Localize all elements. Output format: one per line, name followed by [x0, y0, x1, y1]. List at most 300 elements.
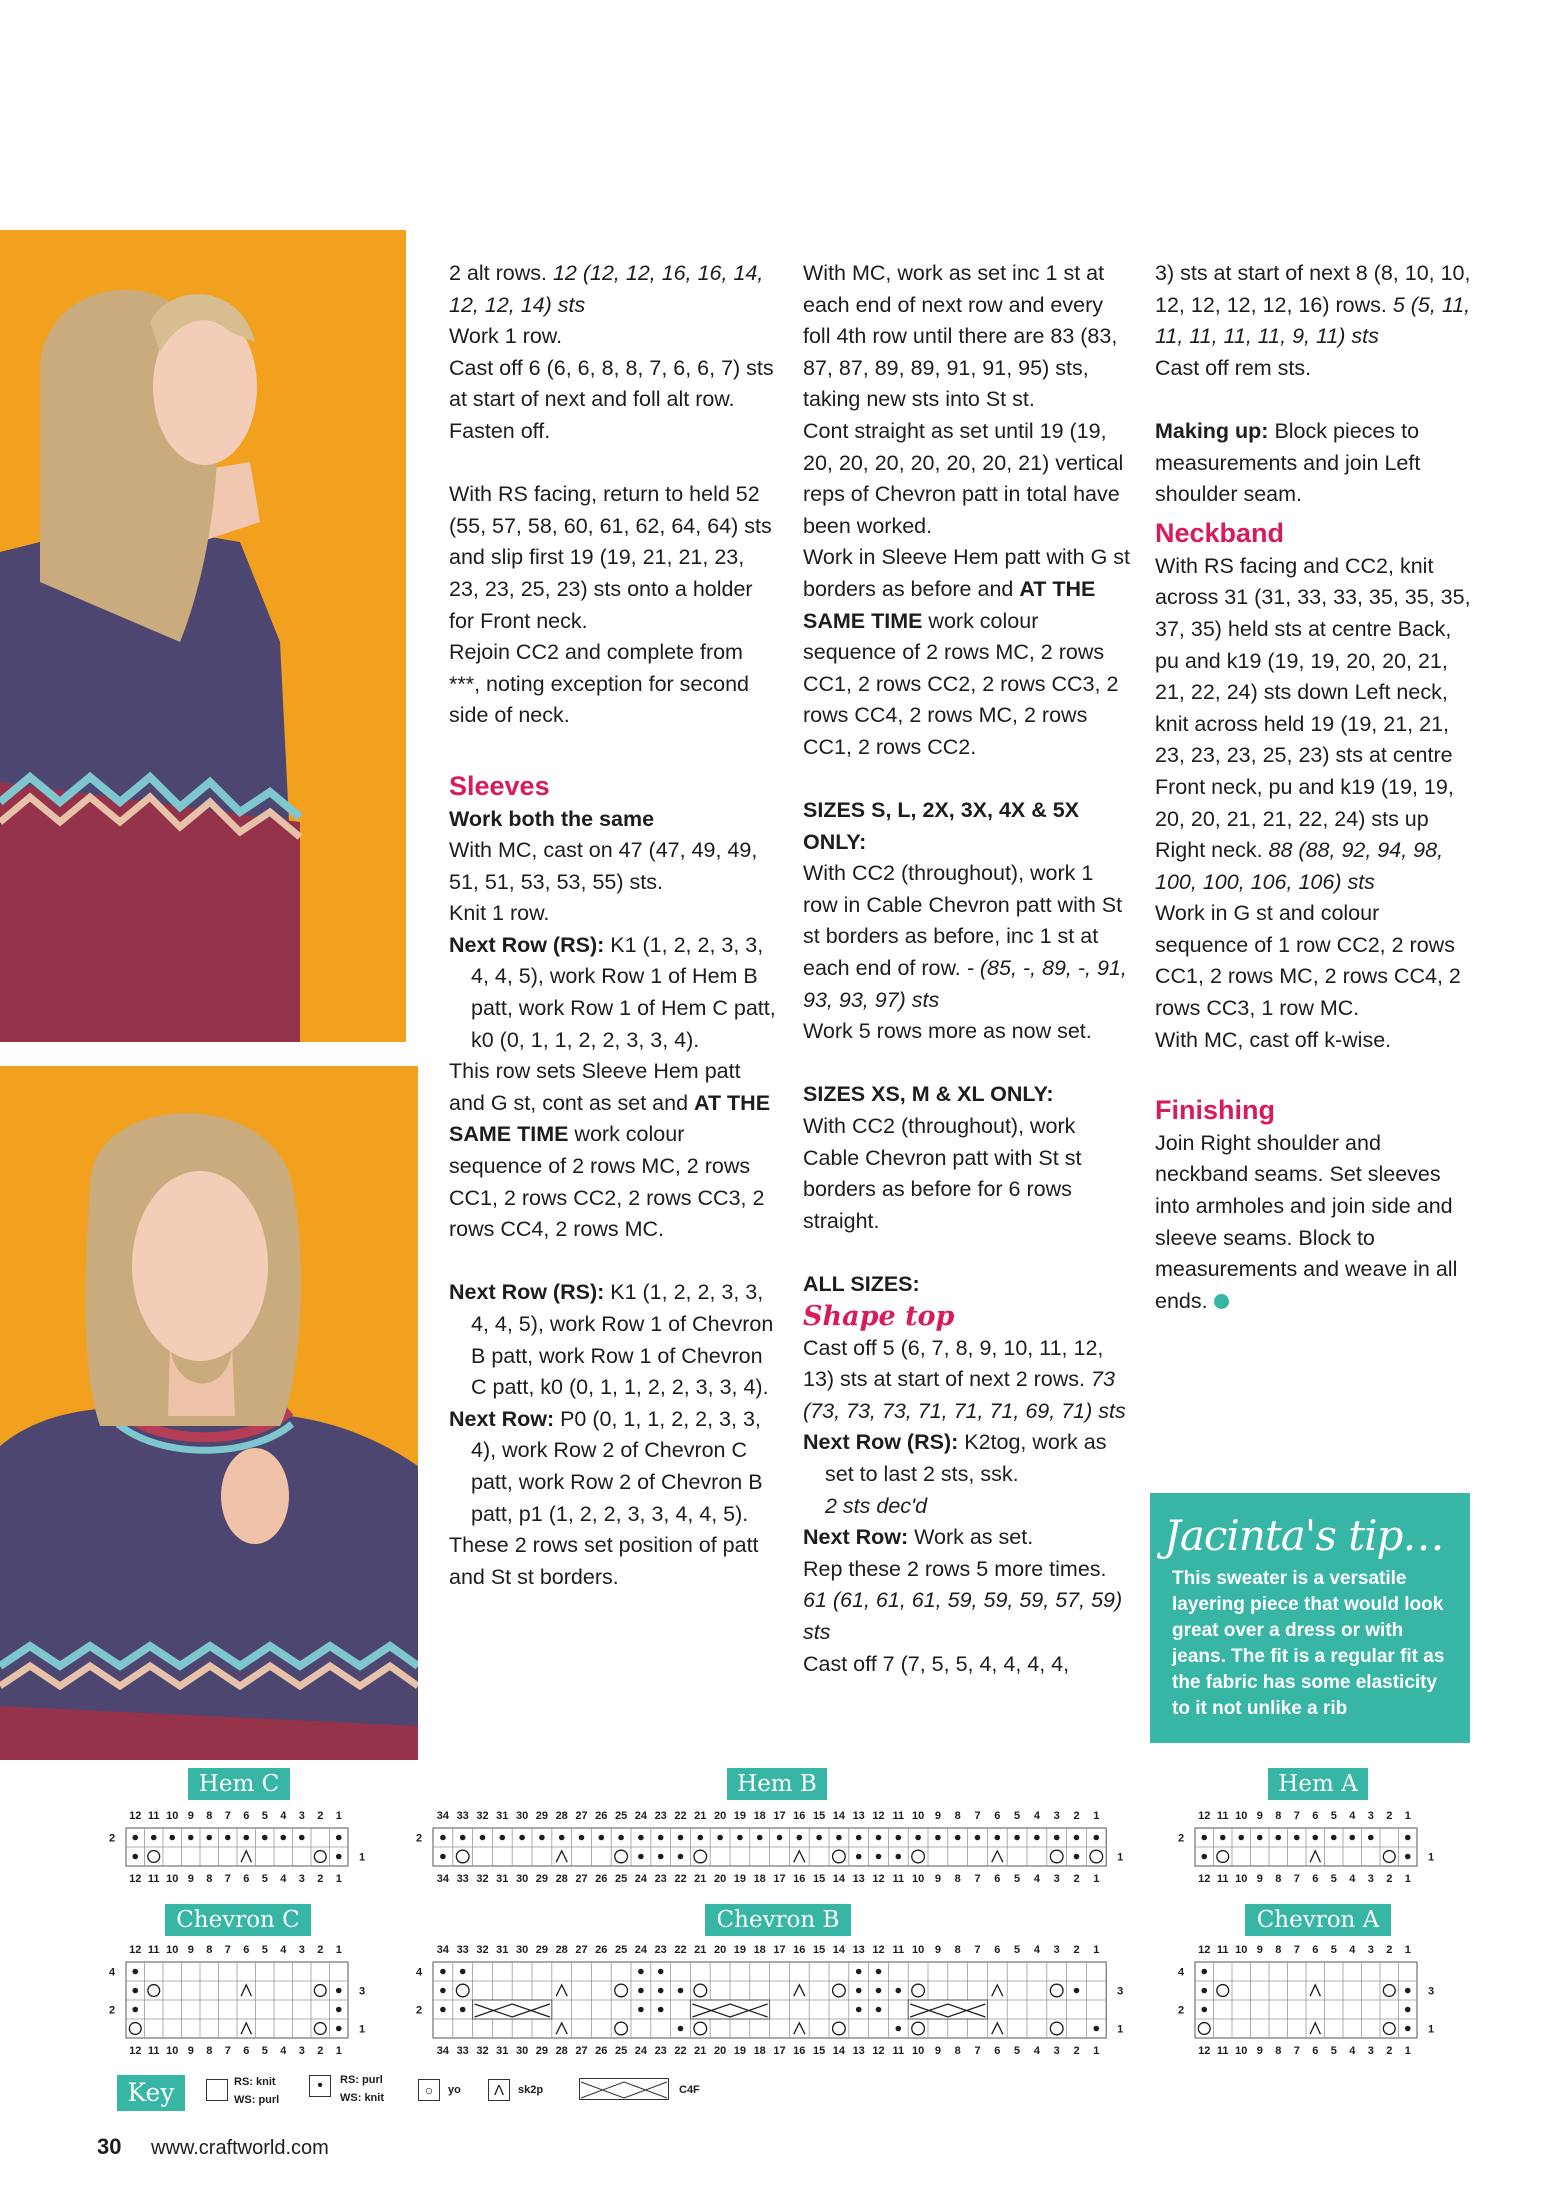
column-number: 27 [575, 1944, 588, 1956]
purl-dot [876, 1835, 882, 1841]
body-text: 3) sts at start of next 8 (8, 10, 10, 12, 12, 12, 12, 16) rows. [1155, 261, 1471, 317]
column-number: 5 [1330, 2045, 1337, 2057]
column-number: 9 [187, 2045, 194, 2057]
purl-dot [658, 1988, 664, 1994]
tip-text: This sweater is a versatile layering piece that would look great over a dress or with jeans. The fit is a regular fit as the fabric has some elasticity to it not unlike a rib [1172, 1568, 1445, 1719]
purl-dot [1368, 1835, 1374, 1841]
chart-label-hem-c: Hem C [188, 1768, 290, 1800]
purl-dot [836, 1835, 842, 1841]
body-text: Cast off 6 (6, 6, 8, 8, 7, 6, 6, 7) sts at start of next and foll alt row. [449, 355, 774, 412]
column-number: 27 [575, 2045, 588, 2057]
column-number: 22 [674, 1810, 687, 1822]
column-number: 30 [515, 1810, 529, 1822]
column-number: 12 [1198, 1873, 1211, 1885]
purl-dot [225, 1835, 231, 1841]
column-number: 29 [535, 2045, 549, 2057]
column-number: 9 [1256, 1944, 1263, 1956]
purl-dot [618, 1835, 624, 1841]
column-number: 1 [1404, 2045, 1411, 2057]
purl-dot [955, 1835, 961, 1841]
column-number: 16 [793, 2045, 806, 2057]
body-text: K2tog, work as set to last 2 sts, ssk. [825, 1430, 1107, 1486]
column-number: 14 [832, 1873, 846, 1885]
column-number: 20 [713, 1873, 727, 1885]
column-number: 2 [317, 2045, 324, 2057]
column-number: 13 [852, 1810, 865, 1822]
purl-dot [1405, 1854, 1411, 1860]
row-number: 1 [1117, 2023, 1124, 2036]
column-number: 7 [224, 1873, 231, 1885]
purl-dot [876, 1988, 882, 1994]
column-number: 33 [456, 2045, 469, 2057]
column-number: 4 [1033, 2045, 1040, 2057]
purl-dot [876, 1969, 882, 1975]
column-number: 11 [1216, 1810, 1229, 1822]
column-number: 7 [224, 1810, 231, 1822]
column-number: 10 [1235, 1873, 1248, 1885]
column-number: 28 [555, 1873, 568, 1885]
column-number: 13 [852, 2045, 865, 2057]
purl-dot [440, 1969, 446, 1975]
row-number: 4 [415, 1966, 423, 1979]
purl-dot [1094, 2026, 1100, 2032]
purl-dot [1405, 1835, 1411, 1841]
column-number: 3 [1367, 1944, 1374, 1956]
column-number: 3 [1367, 1810, 1374, 1822]
purl-dot [440, 1854, 446, 1860]
column-number: 8 [954, 1810, 961, 1822]
column-number: 32 [476, 1944, 489, 1956]
column-number: 21 [694, 1944, 707, 1956]
column-number: 5 [1014, 2045, 1021, 2057]
column-number: 21 [694, 2045, 707, 2057]
bold-text: Next Row (RS): [449, 932, 611, 957]
column-number: 32 [476, 1873, 489, 1885]
key-c4f-symbol [579, 2078, 669, 2100]
row-number: 4 [1177, 1966, 1185, 1979]
column-number: 30 [515, 1873, 529, 1885]
column-number: 6 [994, 2045, 1001, 2057]
purl-dot [1405, 2026, 1411, 2032]
column-number: 31 [496, 1944, 509, 1956]
column-number: 3 [1053, 1944, 1060, 1956]
body-text: 2 alt rows. [449, 261, 553, 285]
key-label: Key [117, 2075, 185, 2111]
purl-dot [1201, 1969, 1207, 1975]
row-number: 2 [1177, 1832, 1185, 1845]
purl-dot [599, 1835, 605, 1841]
row-number: 1 [358, 1851, 366, 1864]
bold-text: Next Row (RS): [803, 1430, 965, 1455]
purl-dot [440, 1988, 446, 1994]
column-number: 11 [147, 1944, 160, 1956]
column-number: 26 [595, 1873, 608, 1885]
purl-dot [1201, 1988, 1207, 1994]
body-text: Cont straight as set until 19 (19, 20, 20, 20, 20, 20, 20, 21) vertical reps of Chevron patt in total have been worked. [803, 418, 1124, 538]
purl-dot [935, 1835, 941, 1841]
column-number: 2 [1386, 1944, 1393, 1956]
purl-dot [638, 1969, 644, 1975]
column-number: 1 [1404, 1873, 1411, 1885]
cable-cell [690, 2000, 769, 2019]
column-number: 23 [654, 1873, 667, 1885]
body-text: work colour sequence of 2 rows MC, 2 rows CC1, 2 rows CC2, 2 rows CC3, 2 rows CC4, 2 rows MC. [449, 1122, 765, 1242]
column-number: 4 [1033, 1810, 1040, 1822]
column-number: 19 [733, 1944, 747, 1956]
column-number: 9 [1256, 1873, 1263, 1885]
purl-dot [1331, 1835, 1337, 1841]
purl-dot [1201, 2007, 1207, 2013]
column-number: 6 [243, 1873, 250, 1885]
column-number: 8 [954, 2045, 961, 2057]
column-number: 5 [1014, 1944, 1021, 1956]
key-purl-ws: WS: knit [340, 2092, 384, 2104]
body-text: Block pieces to measurements and join Left shoulder seam. [1155, 418, 1421, 507]
bold-text: Next Row: [803, 1525, 915, 1550]
purl-dot [460, 1969, 466, 1975]
column-number: 2 [1386, 1873, 1393, 1885]
purl-dot [169, 1835, 175, 1841]
column-number: 13 [852, 1944, 865, 1956]
row-number: 2 [1177, 2004, 1185, 2017]
column-number: 11 [1216, 1873, 1229, 1885]
purl-dot [876, 1854, 882, 1860]
column-number: 2 [1386, 2045, 1393, 2057]
body-text: work colour sequence of 2 rows MC, 2 rows CC1, 2 rows CC2, 2 rows CC3, 2 rows CC4, 2 rows MC, 2 rows CC1, 2 rows CC2. [803, 608, 1119, 759]
chart-label-chevron-b: Chevron B [705, 1904, 851, 1936]
row-number: 3 [1427, 1985, 1435, 1998]
purl-dot [1257, 1835, 1263, 1841]
column-number: 5 [1014, 1873, 1021, 1885]
chart-label-hem-a: Hem A [1268, 1768, 1368, 1800]
column-number: 23 [654, 1810, 667, 1822]
column-number: 15 [812, 1944, 826, 1956]
column-number: 7 [224, 2045, 231, 2057]
column-number: 1 [335, 1873, 342, 1885]
key-knit-ws: WS: purl [234, 2094, 280, 2106]
purl-dot [539, 1835, 545, 1841]
body-text: Cast off rem sts. [1155, 355, 1312, 380]
italic-text: 73 (73, 73, 73, 71, 71, 71, 69, 71) sts [803, 1367, 1126, 1423]
column-number: 11 [147, 1873, 160, 1885]
column-number: 7 [224, 1944, 231, 1956]
column-number: 4 [1349, 2045, 1356, 2057]
column-number: 4 [280, 1810, 287, 1822]
column-number: 11 [1216, 1944, 1229, 1956]
column-number: 25 [614, 2045, 628, 2057]
purl-dot [1014, 1835, 1020, 1841]
column-number: 9 [187, 1810, 194, 1822]
body-text: With MC, cast off k-wise. [1155, 1027, 1392, 1052]
purl-dot [243, 1835, 249, 1841]
column-number: 5 [261, 2045, 268, 2057]
column-number: 6 [994, 1810, 1001, 1822]
column-number: 19 [733, 1810, 747, 1822]
key-sk2p-symbol: Λ [488, 2079, 510, 2101]
body-text: Rejoin CC2 and complete from ***, noting exception for second side of neck. [449, 640, 750, 728]
column-number: 9 [187, 1944, 194, 1956]
column-number: 18 [753, 2045, 766, 2057]
column-number: 2 [317, 1944, 324, 1956]
column-number: 14 [832, 2045, 846, 2057]
column-number: 4 [280, 1944, 287, 1956]
column-number: 4 [1349, 1873, 1356, 1885]
column-number: 24 [634, 1873, 648, 1885]
column-number: 3 [298, 2045, 305, 2057]
purl-dot [299, 1835, 305, 1841]
column-number: 9 [1256, 1810, 1263, 1822]
column-number: 12 [872, 2045, 885, 2057]
purl-dot [1074, 1988, 1080, 1994]
column-number: 16 [793, 1873, 806, 1885]
column-number: 12 [129, 1873, 142, 1885]
column-number: 4 [1349, 1944, 1356, 1956]
key-sk2p-label: sk2p [518, 2084, 544, 2096]
column-number: 17 [773, 1873, 786, 1885]
column-number: 28 [555, 2045, 568, 2057]
bold-text: AT THE SAME TIME [803, 576, 1096, 633]
bold-text: SIZES XS, M & XL ONLY: [803, 1082, 1054, 1107]
cable-cell [473, 2000, 552, 2019]
purl-dot [1312, 1835, 1318, 1841]
row-number: 2 [108, 1832, 116, 1845]
column-number: 10 [911, 1944, 925, 1956]
column-number: 1 [1093, 2045, 1100, 2057]
column-number: 26 [595, 1810, 608, 1822]
column-number: 4 [1349, 1810, 1356, 1822]
body-text: With RS facing, return to held 52 (55, 57, 58, 60, 61, 62, 64, 64) sts and slip first 19 (19, 21, 21, 23, 23, 23, 25, 23) sts onto a holder for Front neck. [449, 482, 772, 633]
purl-dot [1238, 1835, 1244, 1841]
column-number: 10 [1235, 1944, 1248, 1956]
column-number: 1 [335, 2045, 342, 2057]
bold-text: Next Row (RS): [449, 1280, 611, 1305]
column-number: 8 [206, 1873, 213, 1885]
purl-dot [658, 1969, 664, 1975]
column-number: 6 [994, 1873, 1001, 1885]
row-number: 1 [1427, 2023, 1435, 2036]
italic-text: 5 (5, 11, 11, 11, 11, 11, 9, 11) sts [1155, 292, 1471, 349]
column-number: 34 [436, 2045, 450, 2057]
column-number: 9 [934, 1810, 941, 1822]
purl-dot [638, 2007, 644, 2013]
column-number: 2 [1073, 1873, 1080, 1885]
column-number: 9 [187, 1873, 194, 1885]
purl-dot [678, 1854, 684, 1860]
purl-dot [678, 1988, 684, 1994]
column-number: 2 [1073, 2045, 1080, 2057]
column-number: 19 [733, 1873, 747, 1885]
column-number: 20 [713, 1944, 727, 1956]
purl-dot [638, 1988, 644, 1994]
column-number: 29 [535, 1944, 549, 1956]
column-number: 10 [166, 2045, 179, 2057]
body-text: Work in G st and colour sequence of 1 row CC2, 2 rows CC1, 2 rows MC, 2 rows CC4, 2 rows CC3, 1 row MC. [1155, 901, 1461, 1021]
column-number: 2 [1073, 1944, 1080, 1956]
column-number: 32 [476, 1810, 489, 1822]
column-number: 7 [974, 1944, 981, 1956]
column-number: 12 [1198, 1944, 1211, 1956]
bold-text: ALL SIZES: [803, 1272, 920, 1296]
column-number: 1 [335, 1944, 342, 1956]
purl-dot [1294, 1835, 1300, 1841]
purl-dot [638, 1835, 644, 1841]
column-number: 10 [911, 1810, 925, 1822]
column-number: 6 [1312, 1944, 1319, 1956]
purl-dot [559, 1835, 565, 1841]
purl-dot [519, 1835, 525, 1841]
purl-dot [638, 1854, 644, 1860]
column-number: 25 [614, 1810, 628, 1822]
column-number: 5 [1330, 1944, 1337, 1956]
column-number: 5 [1330, 1873, 1337, 1885]
purl-dot [336, 1835, 342, 1841]
column-number: 2 [1386, 1810, 1393, 1822]
purl-dot [856, 1969, 862, 1975]
body-text: Cast off 7 (7, 5, 5, 4, 4, 4, 4, [803, 1651, 1070, 1676]
section-heading: Neckband [1155, 517, 1285, 548]
purl-dot [678, 2026, 684, 2032]
column-number: 25 [614, 1944, 628, 1956]
column-number: 10 [1235, 2045, 1248, 2057]
italic-text: 2 sts dec'd [825, 1493, 928, 1518]
column-number: 12 [129, 2045, 142, 2057]
column-number: 7 [1293, 1944, 1300, 1956]
column-number: 11 [892, 1873, 905, 1885]
column-number: 5 [261, 1873, 268, 1885]
column-number: 10 [166, 1944, 179, 1956]
purl-dot [975, 1835, 981, 1841]
column-number: 27 [575, 1873, 588, 1885]
column-number: 26 [595, 2045, 608, 2057]
body-text: These 2 rows set position of patt and St st borders. [449, 1533, 759, 1589]
column-number: 31 [496, 1873, 509, 1885]
key-yo-symbol: ○ [418, 2079, 440, 2101]
column-number: 11 [147, 2045, 160, 2057]
column-number: 31 [496, 1810, 509, 1822]
body-text: Work in Sleeve Hem patt with G st borders as before and [803, 545, 1130, 601]
column-number: 20 [713, 1810, 727, 1822]
column-number: 8 [206, 1944, 213, 1956]
column-number: 33 [456, 1810, 469, 1822]
body-text: Join Right shoulder and neckband seams. Set sleeves into armholes and join side and sleeve seams. Block to measurements and weave in all ends. [1155, 1130, 1458, 1313]
bold-text: Work both the same [449, 806, 655, 831]
purl-dot [1201, 1835, 1207, 1841]
purl-dot [460, 1835, 466, 1841]
purl-dot [151, 1835, 157, 1841]
row-number: 2 [108, 2004, 116, 2017]
column-number: 17 [773, 1810, 786, 1822]
column-number: 5 [261, 1944, 268, 1956]
column-number: 11 [1216, 2045, 1229, 2057]
row-number: 1 [1117, 1851, 1124, 1864]
column-number: 12 [129, 1810, 142, 1822]
column-number: 10 [166, 1810, 179, 1822]
body-text: With RS facing and CC2, knit across 31 (31, 33, 33, 35, 35, 35, 37, 35) held sts at centre Back, pu and k19 (19, 19, 20, 20, 21, 21, 22, 24) sts down Left neck, knit across held 19 (19, 21, 21, 23, 23, 23, 25, 23) sts at centre Front neck, pu and k19 (19, 19, 20, 20, 21, 21, 22, 24) sts up Right neck. [1155, 553, 1471, 863]
column-number: 28 [555, 1944, 568, 1956]
bold-text: AT THE SAME TIME [449, 1090, 771, 1147]
column-number: 10 [911, 1873, 925, 1885]
purl-dot [206, 1835, 212, 1841]
purl-dot [336, 2026, 342, 2032]
column-number: 8 [954, 1873, 961, 1885]
column-number: 1 [1404, 1810, 1411, 1822]
column-number: 17 [773, 1944, 786, 1956]
key-purl-rs: RS: purl [340, 2074, 383, 2086]
purl-dot [1405, 1988, 1411, 1994]
italic-text: 12 (12, 12, 16, 16, 14, 12, 12, 14) sts [449, 261, 764, 317]
column-number: 33 [456, 1873, 469, 1885]
purl-dot [896, 1854, 902, 1860]
key-yo-label: yo [448, 2084, 461, 2096]
italic-text: 88 (88, 92, 94, 98, 100, 100, 106, 106) sts [1155, 838, 1444, 894]
column-number: 6 [1312, 1810, 1319, 1822]
column-number: 30 [515, 1944, 529, 1956]
purl-dot [737, 1835, 743, 1841]
column-number: 12 [1198, 2045, 1211, 2057]
chart-label-hem-b: Hem B [727, 1768, 827, 1800]
column-number: 21 [694, 1873, 707, 1885]
column-number: 34 [436, 1810, 450, 1822]
row-number: 3 [358, 1985, 366, 1998]
column-number: 21 [694, 1810, 707, 1822]
row-number: 4 [108, 1966, 116, 1979]
purl-dot [698, 1835, 704, 1841]
purl-dot [336, 1854, 342, 1860]
column-number: 3 [298, 1810, 305, 1822]
column-number: 7 [1293, 1873, 1300, 1885]
column-number: 6 [1312, 2045, 1319, 2057]
column-number: 8 [1275, 1810, 1282, 1822]
body-text: Fasten off. [449, 418, 551, 443]
purl-dot [856, 1835, 862, 1841]
column-number: 12 [872, 1810, 885, 1822]
column-number: 8 [206, 1810, 213, 1822]
body-text: K1 (1, 2, 2, 3, 3, 4, 4, 5), work Row 1 of Hem B patt, work Row 1 of Hem C patt, k0 (0, 1, 1, 2, 2, 3, 3, 4). [471, 932, 776, 1052]
purl-dot [440, 2007, 446, 2013]
purl-dot [658, 2007, 664, 2013]
column-number: 19 [733, 2045, 747, 2057]
column-number: 3 [298, 1944, 305, 1956]
purl-dot [460, 2007, 466, 2013]
column-number: 7 [1293, 1810, 1300, 1822]
column-number: 26 [595, 1944, 608, 1956]
row-number: 2 [415, 2004, 423, 2017]
key-knit-rs: RS: knit [234, 2076, 276, 2088]
key-purl-symbol: • [309, 2075, 331, 2097]
chart-label-chevron-c: Chevron C [165, 1904, 311, 1936]
body-text: With CC2 (throughout), work 1 row in Cable Chevron patt with St st borders as before, inc 1 st at each end of row. [803, 861, 1123, 981]
purl-dot [132, 1835, 138, 1841]
purl-dot [1201, 1854, 1207, 1860]
column-number: 2 [1073, 1810, 1080, 1822]
column-number: 7 [1293, 2045, 1300, 2057]
column-number: 3 [1053, 2045, 1060, 2057]
purl-dot [1074, 1854, 1080, 1860]
purl-dot [678, 1835, 684, 1841]
row-number: 1 [358, 2023, 366, 2036]
column-number: 11 [892, 2045, 905, 2057]
column-number: 6 [243, 2045, 250, 2057]
body-text: Work 5 rows more as now set. [803, 1019, 1092, 1044]
column-number: 2 [317, 1873, 324, 1885]
column-number: 9 [1256, 2045, 1263, 2057]
tip-title: Jacinta's tip… [1164, 1511, 1444, 1560]
column-number: 24 [634, 1810, 648, 1822]
column-number: 23 [654, 2045, 667, 2057]
column-number: 3 [1367, 1873, 1374, 1885]
column-number: 24 [634, 2045, 648, 2057]
purl-dot [797, 1835, 803, 1841]
